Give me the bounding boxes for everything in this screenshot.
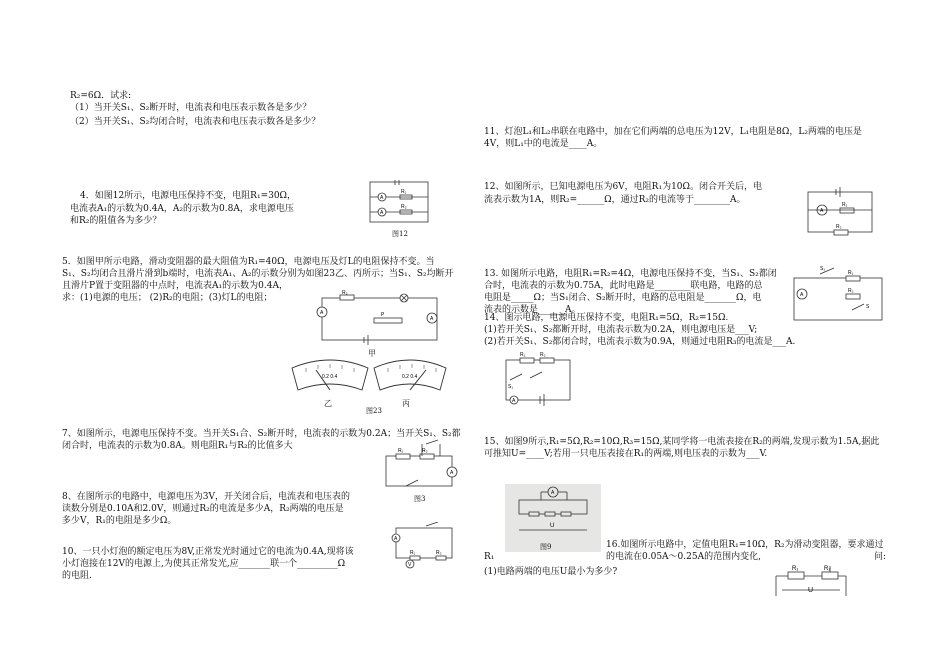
q13-line1: 13. 如图所示电路，电阻R₁=R₂=4Ω，电源电压保持不变，当S₁、S₂都闭 [484,269,777,279]
figure-12r-circuit [804,186,876,238]
svg-text:R₂: R₂ [342,290,348,296]
q14-line1: 14、图示电路，电源电压保持不变，电阻R₁=5Ω，R₂=15Ω. [484,313,729,323]
figure-3-circuit [382,438,460,492]
figure-jia-label: 甲 [368,349,376,358]
q3-part1: （1）当开关S₁、S₂断开时，电流表和电压表示数各是多少？ [70,103,312,113]
q5-line1: 5．如图甲所示电路，滑动变阻器的最大阻值为R₁=40Ω，电源电压及灯L的电阻保持不变。当 [62,257,435,267]
q14-line3: (2)若开关S₁、S₂都闭合时，电流表示数为0.9A，则通过电阻R₃的电流是___A. [484,337,796,347]
q7-line2: 闭合时，电流表的示数为0.8A。则电阻R₁与R₂的比值多大 [62,441,293,451]
q15-line2: 可推知U=____V;若用一只电压表接在R₁的两端,则电压表的示数为___V. [484,449,768,459]
q13-line4: 流表的示数是______A。 [484,305,581,315]
svg-text:S₁: S₁ [820,266,826,272]
svg-text:R₂: R₂ [848,288,854,294]
svg-text:R₂: R₂ [836,224,842,230]
figure-12-caption: 图12 [392,230,408,238]
svg-text:A: A [551,490,555,496]
q5-line3: 且滑片P置于变阻器的中点时，电流表A₁的示数为0.4A， [62,281,288,291]
figure-bing-label: 丙 [402,399,410,408]
svg-text:P: P [381,312,385,318]
svg-text:R₂: R₂ [401,204,407,210]
figure-8-circuit [386,522,460,572]
svg-text:A: A [800,292,804,298]
q10-line1: 10、一只小灯泡的额定电压为8V,正常发光时通过它的电流为0.4A,现将该 [62,547,354,557]
svg-text:A: A [394,536,398,542]
q12-line1: 12、如图所示，巳知电源电压为6V，电阻R₁为10Ω。闭合开关后，电 [484,182,762,192]
figure-9-photo [505,484,601,552]
svg-text:A: A [820,208,824,214]
svg-text:R₁: R₁ [792,566,799,572]
figure-16-circuit [774,562,850,598]
q13-line3: 电阻是_____Ω；当S₁闭合、S₂断开时，电路的总电阻是_______Ω，电 [484,293,762,303]
q13-line2: 合时，电流表的示数为0.75A，此时电路是________联电路，电路的总 [484,281,763,291]
q4-line1: 4．如图12所示，电源电压保持不变，电阻R₁=30Ω， [80,191,297,201]
svg-text:S: S [866,304,870,310]
q8-line2: 读数分别是0.10A和2.0V，则通过R₂的电流是多少A，R₂两端的电压是 [62,504,344,514]
q8-line3: 多少V，R₁的电阻是多少Ω。 [62,516,177,526]
svg-text:U: U [550,523,555,529]
q10-line3: 的电阻. [62,571,92,581]
q4-line3: 和R₂的阻值各为多少？ [70,216,162,226]
q11-line1: 11、灯泡L₁和L₂串联在电路中，加在它们两端的总电压为12V，L₁电阻是8Ω，L₂两端的电压是 [484,127,862,137]
svg-text:R₁: R₁ [842,202,848,208]
svg-text:0.2 0.4: 0.2 0.4 [322,374,338,380]
svg-text:A: A [380,195,384,201]
svg-text:R₁: R₁ [848,270,854,276]
q16-ask: 问: [874,552,887,562]
q15-line1: 15、如图9所示,R₁=5Ω,R₂=10Ω,R₃=15Ω,某同学将一电流表接在R₂的两端,发现示数为1.5A,据此 [484,437,880,447]
svg-text:R₁: R₁ [520,352,526,358]
figure-12-circuit [362,180,434,230]
q11-line2: 4V，则L₁中的电流是____A。 [484,139,603,149]
svg-text:R₂: R₂ [436,550,442,556]
svg-text:S₁: S₁ [508,384,514,390]
svg-text:A: A [512,398,516,404]
figure-3-caption: 图3 [414,495,426,503]
svg-text:A: A [320,310,324,316]
q16-line1: 16.如图所示电路中，定值电阻R₁=10Ω，R₂为滑动变阻器，要求通过 [606,540,884,550]
q5-line2: S₁、S₂均闭合且滑片滑到b端时，电流表A₁、A₂的示数分别为如图23乙、丙所示；当S₁、S₂均断开 [62,269,454,279]
q5-line4: 求：(1)电源的电压； (2)R₂的电阻；(3)灯L的电阻； [62,293,273,303]
figure-13-circuit [790,264,888,326]
q3-part2: （2）当开关S₁、S₂均闭合时，电流表和电压表示数各是多少？ [70,117,321,127]
svg-text:A: A [380,210,384,216]
figure-9-caption: 图9 [540,543,552,551]
svg-text:R₁: R₁ [410,550,416,556]
svg-text:R₁: R₁ [398,448,404,454]
q7-line1: 7、如图所示，电源电压保持不变。当开关S₁合、S₂断开时，电流表的示数为0.2A；当开关S₁、S₂都 [62,429,461,439]
figure-23-meters [288,356,448,400]
q16-sub1: (1)电路两端的电压U最小为多少? [484,567,618,577]
svg-text:R₂: R₂ [824,566,831,572]
svg-text:R₂: R₂ [422,448,428,454]
q16-line2: 的电流在0.05A～0.25A的范围内变化, [606,552,761,562]
q16-r1-label: R₁ [484,552,495,562]
svg-text:V: V [408,562,412,568]
q4-line2: 电流表A₁的示数为0.4A，A₂的示数为0.8A，求电源电压 [70,204,294,214]
q14-line2: (1)若开关S₁、S₂都断开时，电流表示数为0.2A，则电源电压是___V; [484,325,758,335]
figure-jia-circuit [314,290,444,348]
svg-text:A: A [450,470,454,476]
svg-text:A: A [430,316,434,322]
q10-line2: 小灯泡接在12V的电源上,为使其正常发光,应_______联一个_________Ω [62,559,346,569]
q12-line2: 流表示数为1A，则R₂=______Ω，通过R₂的电流等于________A。 [484,195,746,205]
q8-line1: 8、在图所示的电路中，电源电压为3V，开关闭合后，电流表和电压表的 [62,492,350,502]
svg-text:0.2 0.4: 0.2 0.4 [402,374,418,380]
svg-text:U: U [808,587,814,594]
figure-14-circuit [496,350,586,408]
svg-text:R₂: R₂ [540,352,546,358]
q3-intro: R₂=6Ω．试求: [70,91,132,101]
svg-text:R₁: R₁ [401,189,407,195]
figure-yi-label: 乙 [324,399,332,408]
figure-23-caption: 图23 [366,407,382,415]
